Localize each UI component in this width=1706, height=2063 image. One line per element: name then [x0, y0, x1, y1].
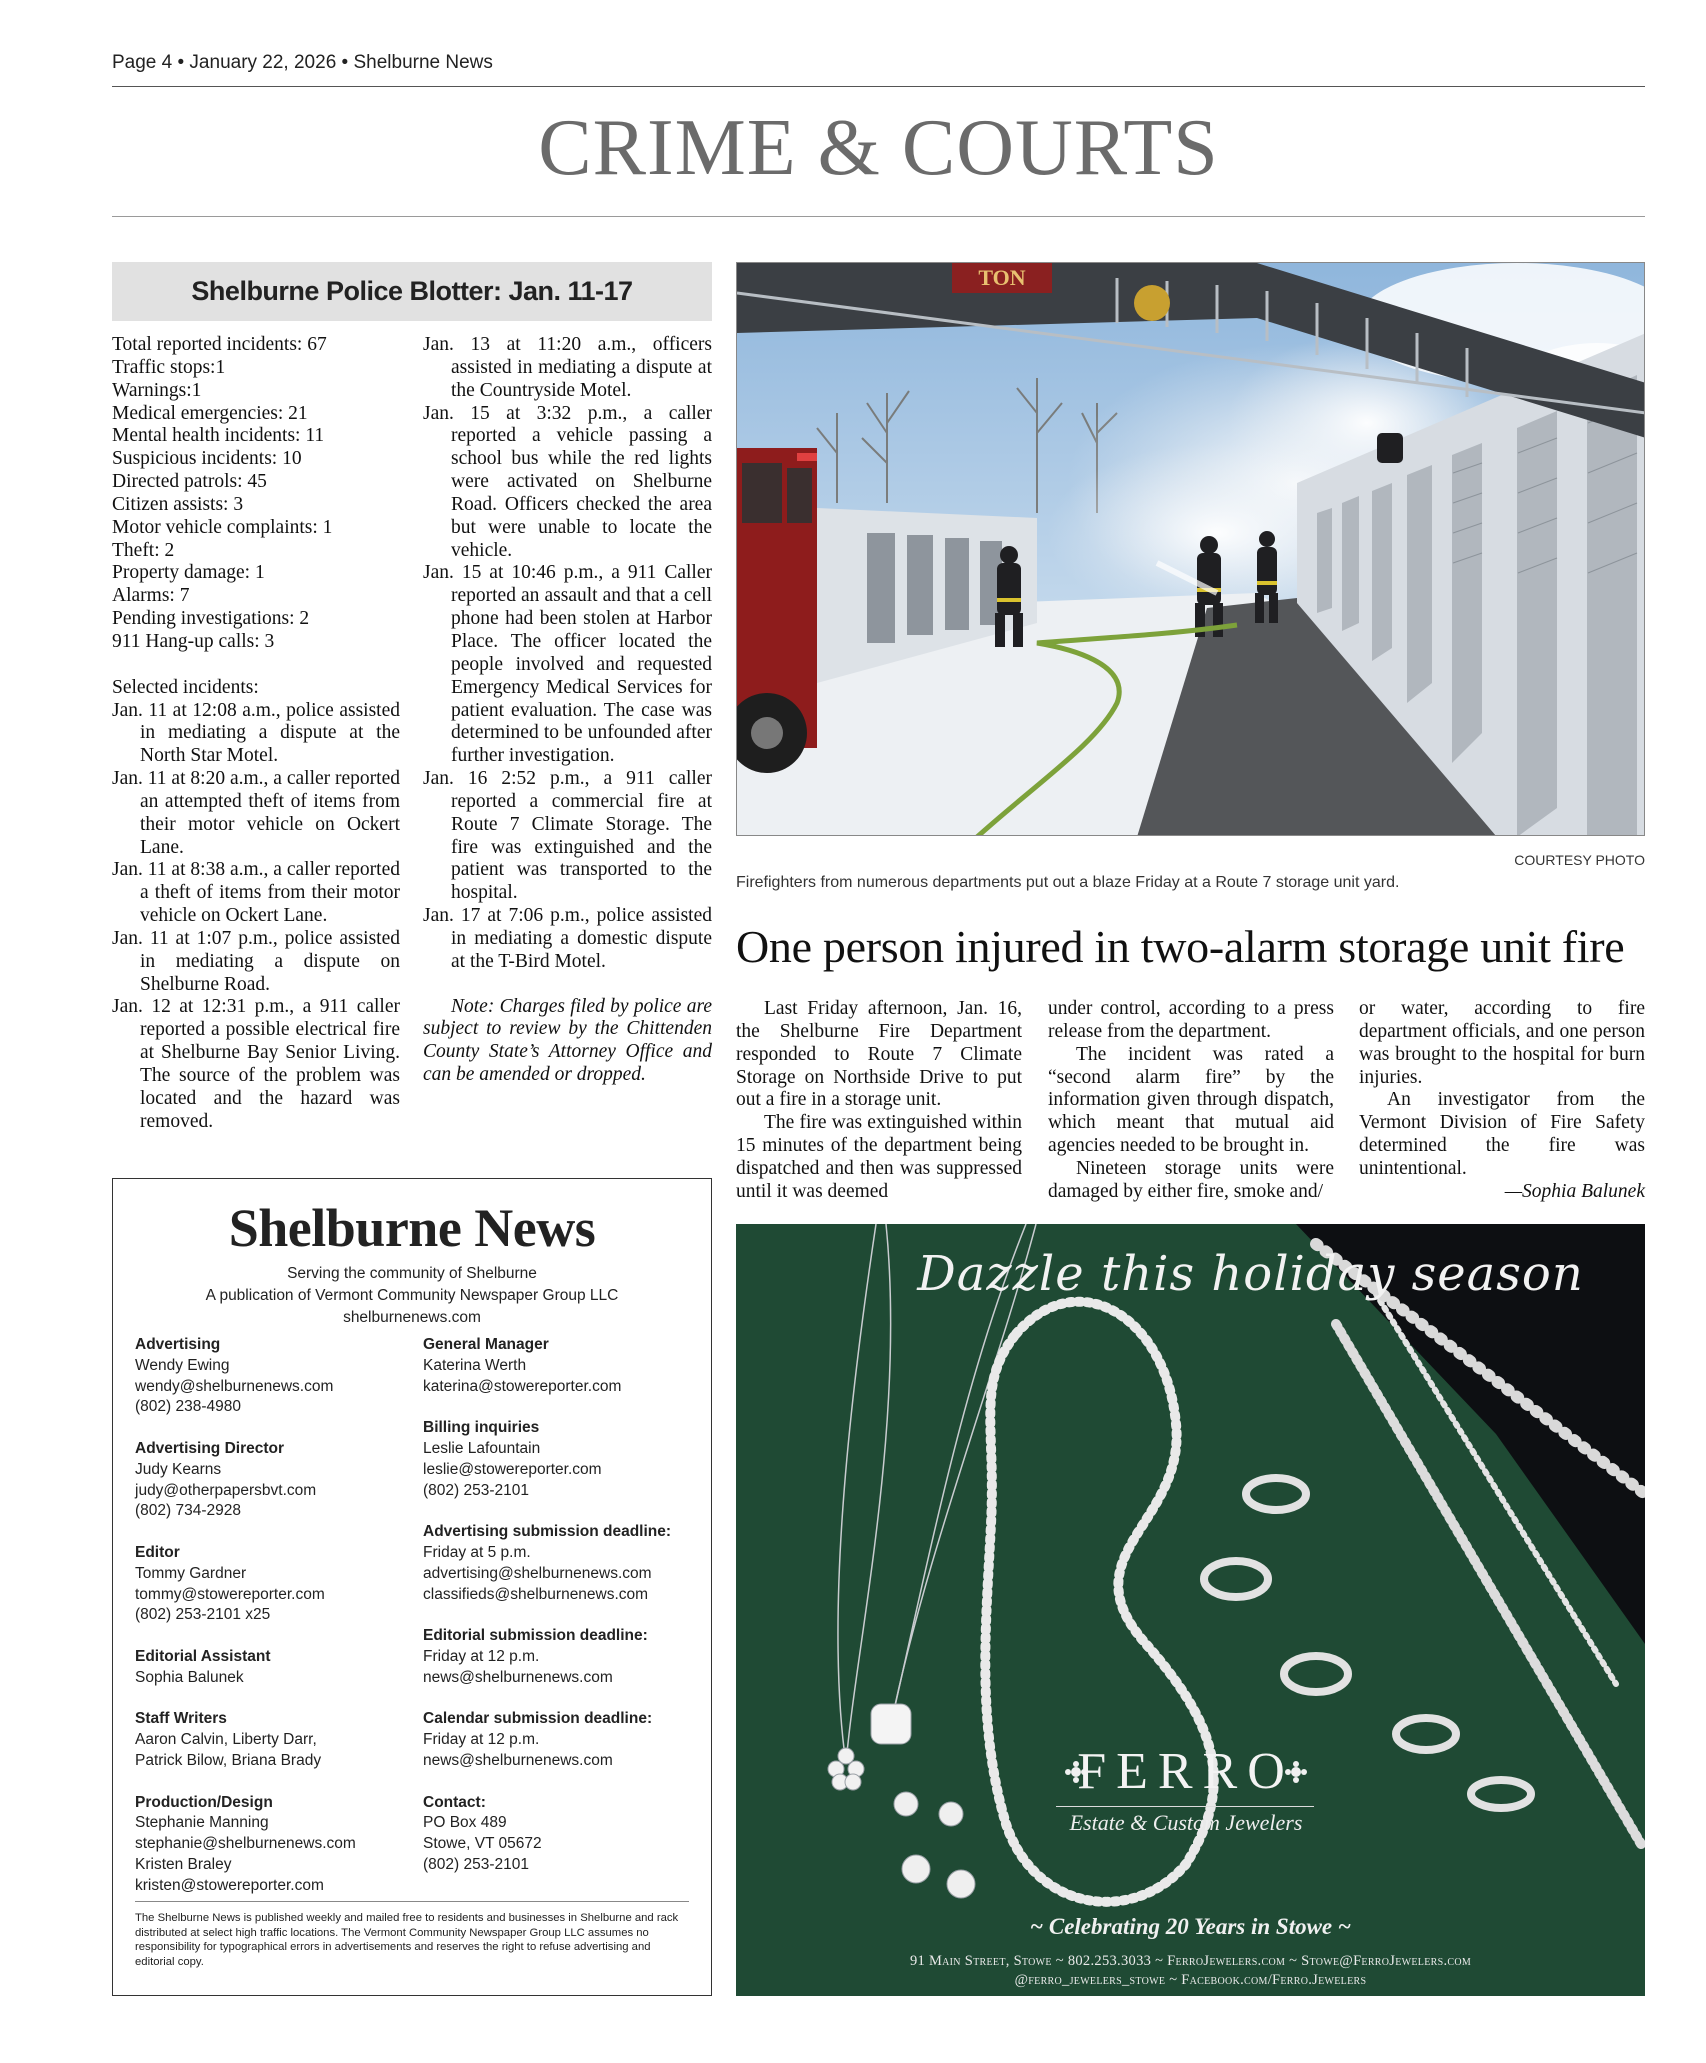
masthead-box	[112, 1178, 712, 1996]
staff-block-general-manager	[423, 1335, 693, 1397]
staff-line: stephanie@shelburnenews.com	[135, 1835, 356, 1853]
blotter-stat: Medical emergencies: 21	[112, 402, 308, 424]
staff-line: Sophia Balunek	[135, 1668, 244, 1686]
staff-line: Katerina Werth	[423, 1356, 527, 1374]
staff-line: Friday at 12 p.m.	[423, 1647, 540, 1665]
ad-subtitle: Estate & Custom Jewelers	[1069, 1810, 1303, 1835]
article-paragraph: The fire was extinguished within 15 minutes of the department being dispatched and then was suppressed until it was deemed	[736, 1112, 1022, 1202]
staff-label: Production/Design	[135, 1793, 273, 1811]
article-byline: —Sophia Balunek	[1504, 1180, 1645, 1202]
blotter-stat: 911 Hang-up calls: 3	[112, 630, 275, 652]
jewelry-advertisement	[736, 1224, 1645, 1996]
staff-line: Friday at 12 p.m.	[423, 1731, 540, 1749]
staff-block-billing	[423, 1418, 693, 1501]
blotter-incident: Jan. 16 2:52 p.m., a 911 caller reported a commercial fire at Route 7 Climate Storage. The fire was extinguished and the patient was transported to the hospital.	[423, 768, 712, 904]
fire-photo-illustration	[737, 263, 1645, 836]
staff-block-ad-deadline	[423, 1522, 693, 1605]
jewelry-illustration	[736, 1224, 1645, 1996]
staff-label: Advertising Director	[135, 1439, 285, 1457]
article-paragraph: or water, according to fire department officials, and one person was brought to the hospital for burn injuries.	[1359, 998, 1645, 1088]
blotter-title: Shelburne Police Blotter: Jan. 11-17	[191, 276, 633, 306]
masthead-name: Shelburne News	[228, 1198, 596, 1258]
ad-headline: Dazzle this holiday season	[917, 1246, 1584, 1302]
blotter-incident: Jan. 13 at 11:20 a.m., officers assisted in mediating a dispute at the Countryside Motel.	[423, 334, 712, 401]
ladder-sign-text: TON	[978, 265, 1026, 290]
masthead-info	[113, 1263, 711, 1329]
fire-photo	[736, 262, 1645, 836]
masthead-divider	[135, 1901, 689, 1902]
staff-block-staff-writers	[135, 1709, 405, 1771]
article-column-2	[1048, 998, 1334, 1204]
photo-credit: COURTESY PHOTO	[1514, 852, 1645, 868]
blotter-stat: Pending investigations: 2	[112, 608, 310, 630]
top-rule	[112, 86, 1645, 87]
staff-line: Aaron Calvin, Liberty Darr,	[135, 1731, 317, 1749]
staff-label: General Manager	[423, 1336, 549, 1353]
blotter-stat: Alarms: 7	[112, 585, 190, 607]
staff-line: (802) 253-2101 x25	[135, 1606, 271, 1624]
blotter-stat: Directed patrols: 45	[112, 471, 267, 493]
photo-caption: Firefighters from numerous departments put out a blaze Friday at a Route 7 storage unit yard.	[736, 874, 1400, 891]
blotter-stat: Traffic stops:1	[112, 356, 226, 378]
staff-block-advertising-director	[135, 1439, 405, 1522]
staff-line: Tommy Gardner	[135, 1564, 247, 1582]
staff-line: judy@otherpapersbvt.com	[135, 1481, 317, 1499]
blotter-incident: Jan. 12 at 12:31 p.m., a 911 caller reported a possible electrical fire at Shelburne Bay Senior Living. The source of the problem was located and the hazard was removed.	[112, 996, 400, 1132]
staff-block-editorial-deadline	[423, 1626, 693, 1688]
staff-line: news@shelburnenews.com	[423, 1668, 613, 1686]
ad-social-line: @ferro_jewelers_stowe ~ Facebook.com/Ferro.Jewelers	[1014, 1972, 1367, 1988]
blotter-stat: Property damage: 1	[112, 562, 265, 584]
blotter-incident: Jan. 11 at 12:08 a.m., police assisted in mediating a dispute at the North Star Motel.	[112, 699, 400, 767]
blotter-stat: Suspicious incidents: 10	[112, 448, 302, 470]
article-paragraph: under control, according to a press release from the department.	[1048, 998, 1334, 1042]
blotter-incident: Jan. 15 at 10:46 p.m., a 911 Caller reported an assault and that a cell phone had been stolen at Harbor Place. The officer located the people involved and requested Emergency Medical Services for patient evaluation. The case was determined to be unfounded after further investigation.	[423, 562, 712, 767]
staff-label: Editorial submission deadline:	[423, 1627, 648, 1645]
blotter-column-2	[423, 334, 712, 1087]
article-paragraph: An investigator from the Vermont Division of Fire Safety determined the fire was unintentional.	[1359, 1089, 1645, 1179]
article-headline: One person injured in two-alarm storage unit fire	[736, 921, 1625, 972]
staff-block-production	[135, 1793, 405, 1897]
blotter-stat: Motor vehicle complaints: 1	[112, 516, 333, 538]
staff-line: Leslie Lafountain	[423, 1439, 541, 1457]
staff-line: katerina@stowereporter.com	[423, 1377, 622, 1395]
staff-block-calendar-deadline	[423, 1709, 693, 1771]
staff-line: Kristen Braley	[135, 1855, 232, 1873]
blotter-incident: Jan. 11 at 8:20 a.m., a caller reported an attempted theft of items from their motor vehicle on Ockert Lane.	[112, 768, 400, 858]
staff-line: PO Box 489	[423, 1814, 507, 1832]
staff-line: Judy Kearns	[135, 1460, 222, 1478]
staff-line: advertising@shelburnenews.com	[423, 1564, 652, 1582]
ad-brand-rule	[1056, 1806, 1314, 1807]
blotter-incident: Jan. 11 at 1:07 p.m., police assisted in mediating a dispute on Shelburne Road.	[112, 927, 400, 995]
staff-label: Advertising submission deadline:	[423, 1523, 672, 1541]
staff-line: Patrick Bilow, Briana Brady	[135, 1751, 322, 1769]
staff-line: (802) 253-2101	[423, 1481, 529, 1499]
staff-line: kristen@stowereporter.com	[135, 1876, 324, 1894]
masthead-fine-print: The Shelburne News is published weekly and mailed free to residents and businesses in Shelburne and rack distributed at select high traffic locations. The Vermont Community Newspaper Group LLC assumes no responsibility for typographical errors in advertisements and reserves the right to refuse advertising and editorial copy.	[135, 1912, 679, 1968]
page-folio: Page 4 • January 22, 2026 • Shelburne News	[112, 52, 493, 73]
masthead-website: shelburnenews.com	[343, 1309, 481, 1326]
blotter-stat: Citizen assists: 3	[112, 493, 244, 515]
staff-line: news@shelburnenews.com	[423, 1751, 613, 1769]
staff-line: leslie@stowereporter.com	[423, 1460, 602, 1478]
staff-label: Editorial Assistant	[135, 1647, 271, 1665]
article-paragraph: The incident was rated a “second alarm fire” by the information given through dispatch, which meant that mutual aid agencies needed to be brought in.	[1048, 1043, 1334, 1157]
staff-line: (802) 253-2101	[423, 1855, 529, 1873]
article-column-3	[1359, 998, 1645, 1204]
staff-line: classifieds@shelburnenews.com	[423, 1585, 649, 1603]
blotter-note: Note: Charges filed by police are subject to review by the Chittenden County State’s Attorney Office and can be amended or dropped.	[423, 995, 712, 1086]
section-rule	[112, 216, 1645, 217]
masthead-publisher: A publication of Vermont Community Newspaper Group LLC	[205, 1287, 619, 1304]
staff-label: Calendar submission deadline:	[423, 1710, 653, 1728]
staff-block-editorial-assistant	[135, 1647, 405, 1689]
blotter-stat: Total reported incidents: 67	[112, 334, 327, 355]
section-title: CRIME & COURTS	[538, 104, 1219, 192]
staff-block-editor	[135, 1543, 405, 1626]
staff-line: Stephanie Manning	[135, 1814, 269, 1832]
blotter-incident: Jan. 11 at 8:38 a.m., a caller reported a theft of items from their motor vehicle on Ockert Lane.	[112, 859, 400, 927]
masthead-tagline: Serving the community of Shelburne	[287, 1265, 537, 1282]
staff-block-advertising	[135, 1335, 405, 1418]
blotter-incident: Jan. 15 at 3:32 p.m., a caller reported a vehicle passing a school bus while the red lights were activated on Shelburne Road. Officers checked the area but were unable to locate the vehicle.	[423, 402, 712, 561]
ad-celebration: ~ Celebrating 20 Years in Stowe ~	[1030, 1914, 1351, 1939]
staff-line: (802) 238-4980	[135, 1398, 241, 1416]
blotter-column-1	[112, 334, 400, 1134]
ad-brand-name: FERRO	[1077, 1743, 1295, 1800]
blotter-stat: Mental health incidents: 11	[112, 425, 325, 447]
ad-address-line: 91 Main Street, Stowe ~ 802.253.3033 ~ FerroJewelers.com ~ Stowe@FerroJewelers.com	[909, 1953, 1472, 1969]
staff-column-left	[135, 1335, 405, 1917]
staff-line: Stowe, VT 05672	[423, 1835, 542, 1853]
staff-line: wendy@shelburnenews.com	[135, 1377, 334, 1395]
staff-column-right	[423, 1335, 693, 1897]
staff-label: Advertising	[135, 1336, 221, 1353]
staff-line: Wendy Ewing	[135, 1356, 230, 1374]
staff-line: (802) 734-2928	[135, 1502, 241, 1520]
staff-block-contact	[423, 1793, 693, 1876]
staff-label: Editor	[135, 1543, 180, 1561]
article-column-1	[736, 998, 1022, 1204]
blotter-incident: Jan. 17 at 7:06 p.m., police assisted in mediating a domestic dispute at the T-Bird Motel.	[423, 905, 712, 972]
staff-label: Staff Writers	[135, 1710, 227, 1728]
blotter-stat: Theft: 2	[112, 539, 175, 561]
blotter-stat: Warnings:1	[112, 379, 202, 401]
selected-incidents-heading: Selected incidents:	[112, 676, 259, 698]
blotter-title-bar	[112, 262, 712, 321]
ad-contact	[736, 1952, 1645, 1990]
staff-line: Friday at 5 p.m.	[423, 1543, 531, 1561]
staff-line: tommy@stowereporter.com	[135, 1585, 325, 1603]
staff-label: Billing inquiries	[423, 1419, 540, 1437]
article-paragraph: Nineteen storage units were damaged by either fire, smoke and/	[1048, 1157, 1334, 1202]
article-paragraph: Last Friday afternoon, Jan. 16, the Shelburne Fire Department responded to Route 7 Climate Storage on Northside Drive to put out a fire in a storage unit.	[736, 998, 1022, 1111]
staff-label: Contact:	[423, 1793, 486, 1811]
